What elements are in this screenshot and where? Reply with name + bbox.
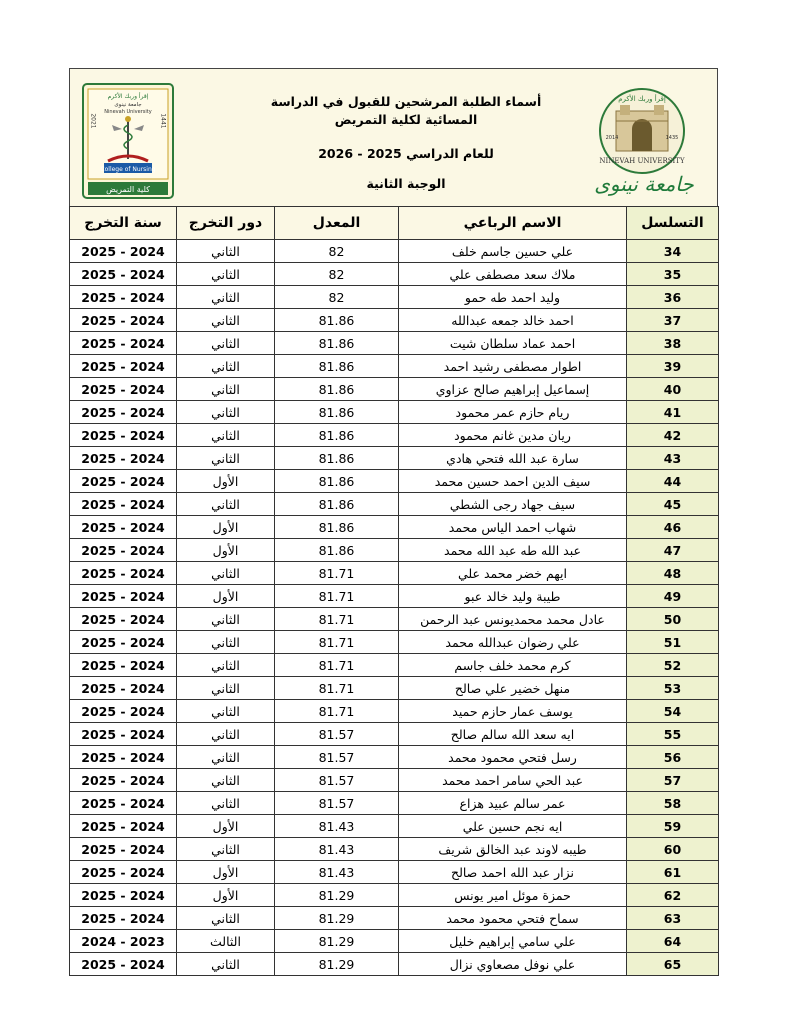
name-cell: رسل فتحي محمود محمد (399, 746, 627, 769)
serial-cell: 53 (627, 677, 719, 700)
round-cell: الثاني (177, 263, 275, 286)
table-row (70, 953, 719, 976)
average-cell: 81.86 (275, 309, 399, 332)
year-cell: 2025 - 2024 (70, 838, 177, 861)
table-row (70, 263, 719, 286)
year-cell: 2025 - 2024 (70, 861, 177, 884)
name-cell: علي نوفل مصعاوي نزال (399, 953, 627, 976)
serial-cell: 62 (627, 884, 719, 907)
serial-cell: 65 (627, 953, 719, 976)
svg-text:NINEVAH UNIVERSITY: NINEVAH UNIVERSITY (599, 157, 685, 165)
average-cell: 81.86 (275, 378, 399, 401)
year-cell: 2025 - 2024 (70, 884, 177, 907)
name-cell: عبد الحي سامر احمد محمد (399, 769, 627, 792)
year-cell: 2025 - 2024 (70, 539, 177, 562)
serial-cell: 46 (627, 516, 719, 539)
nursing-college-logo (82, 83, 174, 199)
year-cell: 2025 - 2024 (70, 700, 177, 723)
average-cell: 81.29 (275, 930, 399, 953)
table-row (70, 930, 719, 953)
round-cell: الأول (177, 884, 275, 907)
round-cell: الثاني (177, 907, 275, 930)
year-cell: 2025 - 2024 (70, 424, 177, 447)
name-cell: سماح فتحي محمود محمد (399, 907, 627, 930)
svg-text:إقرأ وربك الأكرم: إقرأ وربك الأكرم (107, 93, 149, 100)
table-row (70, 240, 719, 263)
table-row (70, 677, 719, 700)
name-cell: شهاب احمد الياس محمد (399, 516, 627, 539)
table-row (70, 631, 719, 654)
average-cell: 81.86 (275, 332, 399, 355)
average-cell: 81.57 (275, 769, 399, 792)
average-cell: 81.43 (275, 815, 399, 838)
round-cell: الثاني (177, 562, 275, 585)
year-cell: 2025 - 2024 (70, 470, 177, 493)
svg-text:College of Nursing: College of Nursing (100, 166, 156, 173)
name-cell: اطوار مصطفى رشيد احمد (399, 355, 627, 378)
table-row (70, 401, 719, 424)
round-cell: الثاني (177, 631, 275, 654)
students-table (69, 206, 719, 976)
year-cell: 2025 - 2024 (70, 585, 177, 608)
table-row (70, 769, 719, 792)
name-cell: عادل محمد محمديونس عبد الرحمن (399, 608, 627, 631)
header-average: المعدل (275, 207, 399, 240)
year-cell: 2025 - 2024 (70, 608, 177, 631)
average-cell: 81.86 (275, 539, 399, 562)
academic-year: للعام الدراسي 2025 - 2026 (318, 146, 494, 161)
svg-text:جامعة نينوى: جامعة نينوى (114, 102, 142, 108)
table-row (70, 608, 719, 631)
table-row (70, 654, 719, 677)
table-row (70, 539, 719, 562)
serial-cell: 42 (627, 424, 719, 447)
table-row (70, 470, 719, 493)
round-cell: الثاني (177, 608, 275, 631)
name-cell: ملاك سعد مصطفى علي (399, 263, 627, 286)
table-row (70, 700, 719, 723)
round-cell: الثاني (177, 769, 275, 792)
round-cell: الثاني (177, 424, 275, 447)
name-cell: يوسف عمار حازم حميد (399, 700, 627, 723)
round-cell: الثاني (177, 746, 275, 769)
name-cell: احمد خالد جمعه عبدالله (399, 309, 627, 332)
name-cell: حمزة موئل امير يونس (399, 884, 627, 907)
round-cell: الأول (177, 861, 275, 884)
header-serial: التسلسل (627, 207, 719, 240)
table-row (70, 723, 719, 746)
name-cell: علي سامي إبراهيم خليل (399, 930, 627, 953)
serial-cell: 52 (627, 654, 719, 677)
round-cell: الثاني (177, 309, 275, 332)
round-cell: الثاني (177, 286, 275, 309)
serial-cell: 36 (627, 286, 719, 309)
serial-cell: 47 (627, 539, 719, 562)
table-row (70, 815, 719, 838)
name-cell: طيبة وليد خالد عبو (399, 585, 627, 608)
header-year: سنة التخرج (70, 207, 177, 240)
name-cell: احمد عماد سلطان شيت (399, 332, 627, 355)
serial-cell: 60 (627, 838, 719, 861)
name-cell: وليد احمد طه حمو (399, 286, 627, 309)
average-cell: 81.71 (275, 562, 399, 585)
average-cell: 81.29 (275, 884, 399, 907)
year-cell: 2025 - 2024 (70, 378, 177, 401)
serial-cell: 38 (627, 332, 719, 355)
serial-cell: 57 (627, 769, 719, 792)
average-cell: 81.86 (275, 401, 399, 424)
serial-cell: 56 (627, 746, 719, 769)
svg-text:2021: 2021 (89, 113, 97, 129)
average-cell: 82 (275, 263, 399, 286)
average-cell: 81.86 (275, 493, 399, 516)
round-cell: الثاني (177, 654, 275, 677)
serial-cell: 49 (627, 585, 719, 608)
year-cell: 2025 - 2024 (70, 677, 177, 700)
table-row (70, 309, 719, 332)
average-cell: 81.86 (275, 516, 399, 539)
round-cell: الثاني (177, 493, 275, 516)
average-cell: 81.71 (275, 631, 399, 654)
table-row (70, 286, 719, 309)
round-cell: الثاني (177, 401, 275, 424)
name-cell: منهل خضير علي صالح (399, 677, 627, 700)
year-cell: 2025 - 2024 (70, 746, 177, 769)
average-cell: 81.57 (275, 723, 399, 746)
round-cell: الأول (177, 585, 275, 608)
average-cell: 81.71 (275, 700, 399, 723)
year-cell: 2025 - 2024 (70, 240, 177, 263)
year-cell: 2025 - 2024 (70, 907, 177, 930)
serial-cell: 43 (627, 447, 719, 470)
header-round: دور التخرج (177, 207, 275, 240)
svg-text:1441: 1441 (159, 113, 167, 129)
round-cell: الثاني (177, 240, 275, 263)
batch-label: الوجبة الثانية (366, 176, 446, 191)
average-cell: 81.57 (275, 792, 399, 815)
table-row (70, 884, 719, 907)
average-cell: 81.71 (275, 585, 399, 608)
serial-cell: 37 (627, 309, 719, 332)
serial-cell: 64 (627, 930, 719, 953)
year-cell: 2024 - 2023 (70, 930, 177, 953)
table-row (70, 447, 719, 470)
serial-cell: 45 (627, 493, 719, 516)
name-cell: عبد الله طه عبد الله محمد (399, 539, 627, 562)
year-cell: 2025 - 2024 (70, 769, 177, 792)
average-cell: 81.86 (275, 355, 399, 378)
document-header (69, 68, 718, 206)
header-titles (245, 93, 567, 193)
name-cell: علي رضوان عبدالله محمد (399, 631, 627, 654)
year-cell: 2025 - 2024 (70, 332, 177, 355)
round-cell: الأول (177, 815, 275, 838)
name-cell: ريان مدين غانم محمود (399, 424, 627, 447)
round-cell: الثاني (177, 838, 275, 861)
year-cell: 2025 - 2024 (70, 309, 177, 332)
serial-cell: 61 (627, 861, 719, 884)
year-cell: 2025 - 2024 (70, 792, 177, 815)
average-cell: 81.86 (275, 470, 399, 493)
serial-cell: 63 (627, 907, 719, 930)
table-row (70, 585, 719, 608)
name-cell: ايهم خضر محمد علي (399, 562, 627, 585)
table-row (70, 562, 719, 585)
average-cell: 81.86 (275, 447, 399, 470)
name-cell: سيف الدين احمد حسين محمد (399, 470, 627, 493)
average-cell: 81.43 (275, 861, 399, 884)
serial-cell: 59 (627, 815, 719, 838)
round-cell: الثاني (177, 332, 275, 355)
year-cell: 2025 - 2024 (70, 263, 177, 286)
table-row (70, 332, 719, 355)
svg-text:جامعة نينوى: جامعة نينوى (594, 172, 694, 196)
average-cell: 82 (275, 286, 399, 309)
table-row (70, 516, 719, 539)
table-row (70, 838, 719, 861)
average-cell: 81.43 (275, 838, 399, 861)
serial-cell: 50 (627, 608, 719, 631)
average-cell: 81.29 (275, 907, 399, 930)
table-row (70, 907, 719, 930)
round-cell: الأول (177, 470, 275, 493)
table-header-row (70, 207, 719, 240)
round-cell: الثاني (177, 677, 275, 700)
svg-text:1435: 1435 (665, 135, 679, 141)
round-cell: الثاني (177, 953, 275, 976)
header-name: الاسم الرباعي (399, 207, 627, 240)
year-cell: 2025 - 2024 (70, 447, 177, 470)
round-cell: الثاني (177, 355, 275, 378)
name-cell: سيف جهاد رجى الشطي (399, 493, 627, 516)
round-cell: الأول (177, 516, 275, 539)
table-row (70, 493, 719, 516)
name-cell: كرم محمد خلف جاسم (399, 654, 627, 677)
serial-cell: 54 (627, 700, 719, 723)
average-cell: 81.29 (275, 953, 399, 976)
serial-cell: 58 (627, 792, 719, 815)
svg-text:كلية التمريض: كلية التمريض (106, 185, 150, 194)
serial-cell: 35 (627, 263, 719, 286)
svg-text:إقرأ وربك الأكرم: إقرأ وربك الأكرم (618, 95, 666, 103)
round-cell: الثاني (177, 447, 275, 470)
name-cell: طيبه لاوند عبد الخالق شريف (399, 838, 627, 861)
name-cell: ايه سعد الله سالم صالح (399, 723, 627, 746)
serial-cell: 44 (627, 470, 719, 493)
serial-cell: 55 (627, 723, 719, 746)
table-row (70, 424, 719, 447)
average-cell: 81.57 (275, 746, 399, 769)
average-cell: 81.71 (275, 654, 399, 677)
table-row (70, 792, 719, 815)
table-row (70, 861, 719, 884)
year-cell: 2025 - 2024 (70, 355, 177, 378)
svg-text:2014: 2014 (605, 135, 619, 141)
year-cell: 2025 - 2024 (70, 286, 177, 309)
year-cell: 2025 - 2024 (70, 562, 177, 585)
table-row (70, 355, 719, 378)
round-cell: الأول (177, 539, 275, 562)
round-cell: الثاني (177, 700, 275, 723)
year-cell: 2025 - 2024 (70, 723, 177, 746)
average-cell: 81.71 (275, 608, 399, 631)
round-cell: الثاني (177, 723, 275, 746)
year-cell: 2025 - 2024 (70, 815, 177, 838)
serial-cell: 34 (627, 240, 719, 263)
year-cell: 2025 - 2024 (70, 953, 177, 976)
round-cell: الثاني (177, 378, 275, 401)
serial-cell: 40 (627, 378, 719, 401)
document-sheet (69, 68, 718, 976)
year-cell: 2025 - 2024 (70, 516, 177, 539)
name-cell: سارة عبد الله فتحي هادي (399, 447, 627, 470)
average-cell: 81.86 (275, 424, 399, 447)
name-cell: علي حسين جاسم خلف (399, 240, 627, 263)
table-row (70, 746, 719, 769)
average-cell: 82 (275, 240, 399, 263)
name-cell: نزار عبد الله احمد صالح (399, 861, 627, 884)
average-cell: 81.71 (275, 677, 399, 700)
name-cell: إسماعيل إبراهيم صالح عزاوي (399, 378, 627, 401)
name-cell: عمر سالم عبيد هزاع (399, 792, 627, 815)
year-cell: 2025 - 2024 (70, 654, 177, 677)
round-cell: الثالث (177, 930, 275, 953)
year-cell: 2025 - 2024 (70, 401, 177, 424)
year-cell: 2025 - 2024 (70, 631, 177, 654)
name-cell: ريام حازم عمر محمود (399, 401, 627, 424)
document-title: أسماء الطلبة المرشحين للقبول في الدراسة المسائية لكلية التمريض (270, 94, 542, 127)
svg-text:Ninevah University: Ninevah University (104, 109, 152, 115)
serial-cell: 39 (627, 355, 719, 378)
ninevah-university-logo (582, 81, 707, 199)
serial-cell: 41 (627, 401, 719, 424)
name-cell: ايه نجم حسين علي (399, 815, 627, 838)
year-cell: 2025 - 2024 (70, 493, 177, 516)
table-row (70, 378, 719, 401)
serial-cell: 51 (627, 631, 719, 654)
round-cell: الثاني (177, 792, 275, 815)
serial-cell: 48 (627, 562, 719, 585)
